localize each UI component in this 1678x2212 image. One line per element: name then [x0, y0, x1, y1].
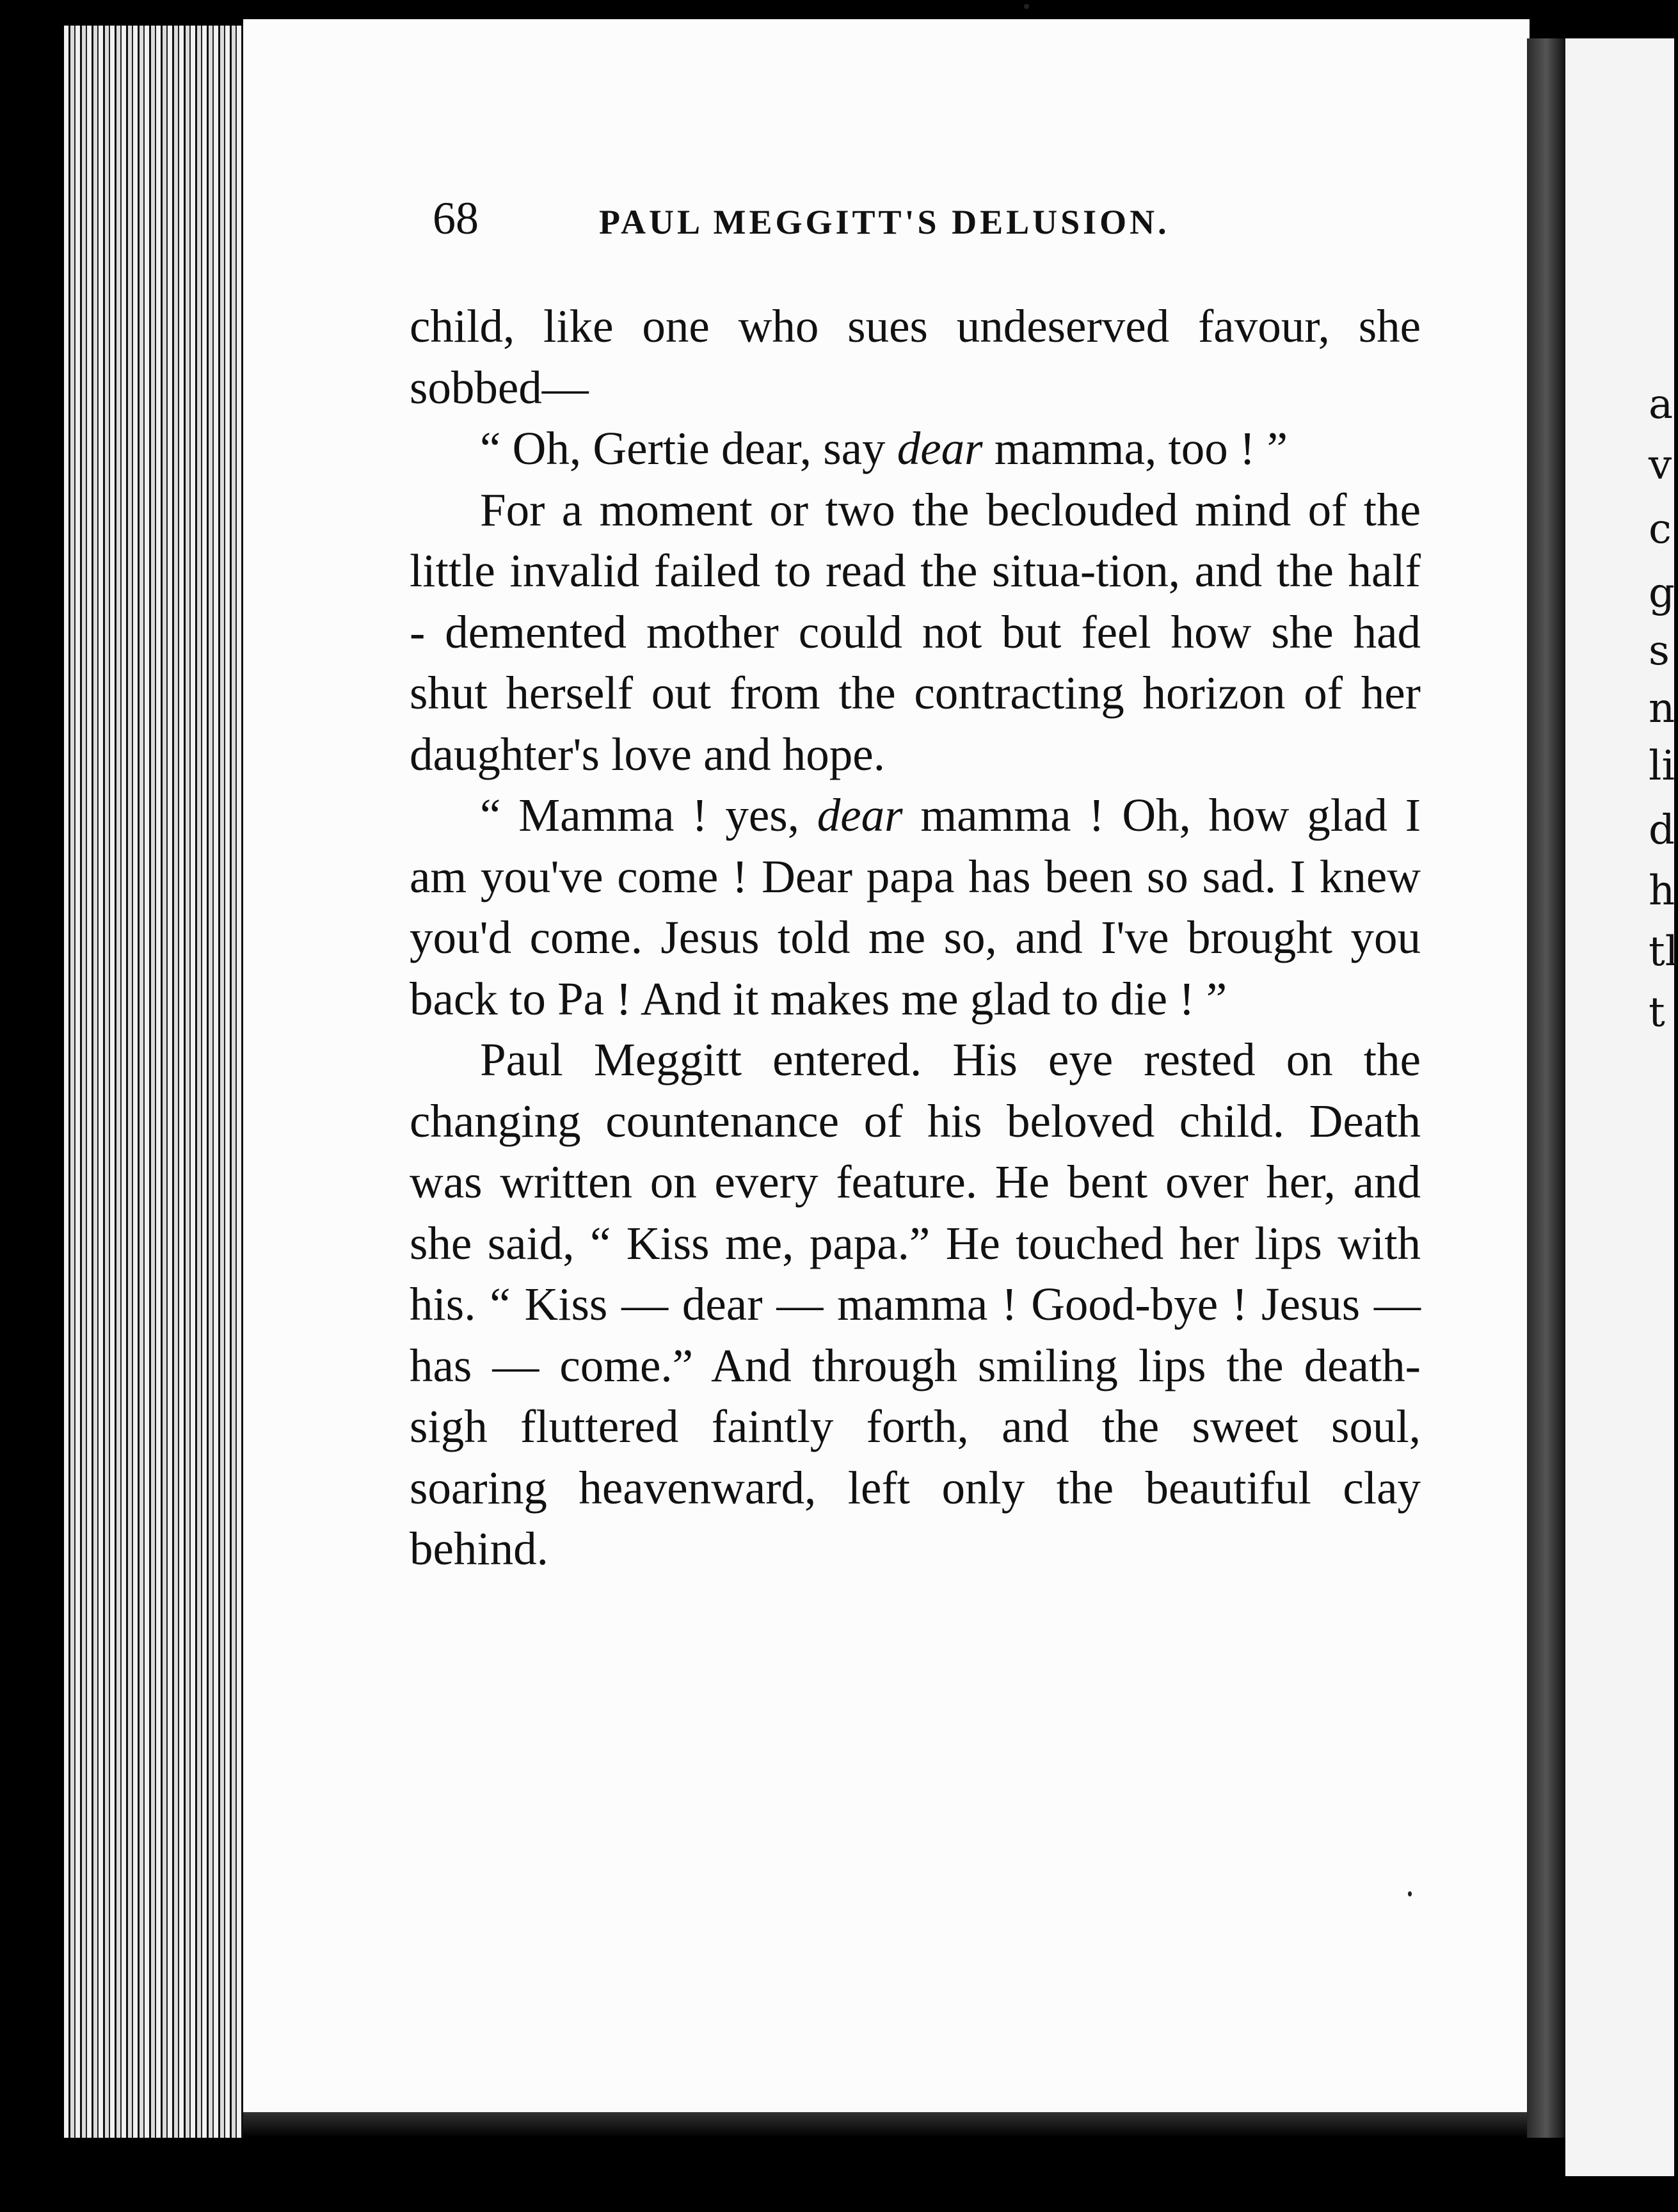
page-bottom-edge: [243, 2112, 1530, 2138]
paragraph-text: “ Oh, Gertie dear, say: [480, 422, 897, 474]
paragraph: [410, 785, 1421, 1029]
facing-page-fragment: t: [1649, 989, 1665, 1036]
paragraph-text: mamma ! Oh, how glad I am you've come ! Dear papa has been so sad. I knew you'd come. Jesus told me so, and I've brought you back to Pa ! And it makes me glad to die ! ”: [410, 789, 1421, 1025]
paragraph-text: Paul Meggitt entered. His eye rested on the changing countenance of his beloved child. Death was written on every feature. He bent over her, and she said, “ Kiss me, papa.” He touched her lips with his. “ Kiss — dear — mamma ! Good-bye ! Jesus — has — come.” And through smiling lips the death-sigh fluttered faintly forth, and the sweet soul, soaring heavenward, left only the beautiful clay behind.: [410, 1034, 1421, 1575]
paragraph-text: For a moment or two the beclouded mind of the little invalid failed to read the situa-tion, and the half - demented mother could not but feel how she had shut herself out from the contracting horizon of her daughter's love and hope.: [410, 483, 1421, 780]
body-text: [410, 296, 1421, 1580]
paragraph: [410, 479, 1421, 785]
italic-text: dear: [897, 422, 983, 474]
paragraph: [410, 1029, 1421, 1580]
facing-page-fragment: tl: [1649, 928, 1678, 975]
page-number: 68: [433, 193, 479, 244]
facing-page-fragment: s: [1649, 627, 1670, 675]
facing-page-fragment: h: [1649, 867, 1675, 915]
facing-page-fragment: c: [1649, 506, 1672, 553]
facing-page: [1565, 38, 1674, 2176]
book-spine: [1527, 38, 1565, 2138]
facing-page-fragment: n: [1649, 685, 1675, 732]
facing-page-fragment: d: [1649, 806, 1675, 854]
facing-page-fragment: a: [1649, 381, 1674, 428]
paragraph-text: child, like one who sues undeserved favour, she sobbed—: [410, 300, 1421, 413]
paragraph-text: “ Mamma ! yes,: [480, 789, 817, 841]
paragraph: [410, 418, 1421, 479]
facing-page-fragment: li: [1649, 742, 1675, 790]
page-edge-stack: [64, 26, 256, 2138]
facing-page-fragment: g: [1649, 570, 1675, 617]
facing-page-fragment: v: [1649, 442, 1672, 489]
running-head: [433, 192, 1188, 245]
scan-speck: [1024, 4, 1029, 9]
running-head-title: PAUL MEGGITT'S DELUSION.: [599, 203, 1170, 241]
paragraph: [410, 296, 1421, 418]
paragraph-text: mamma, too ! ”: [982, 422, 1288, 474]
scan-speck: [1408, 1891, 1412, 1896]
italic-text: dear: [817, 789, 903, 841]
